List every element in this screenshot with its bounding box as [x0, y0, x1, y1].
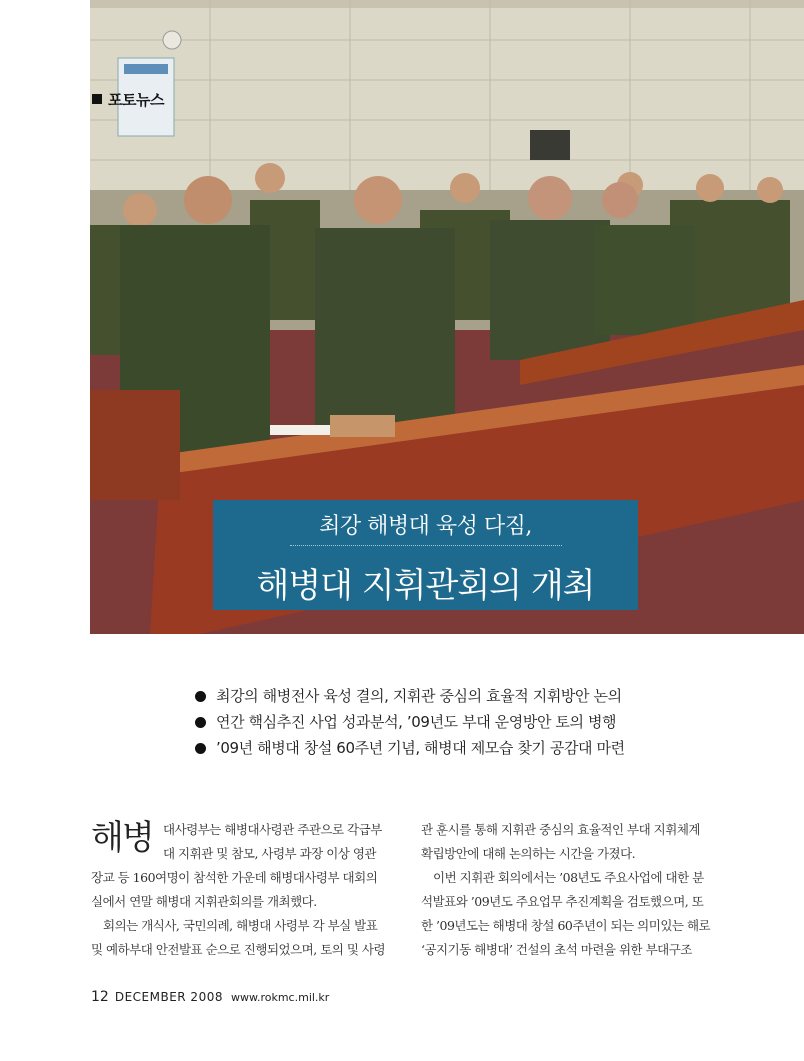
- body-line: 장교 등 160여명이 참석한 가운데 해병대사령부 대회의: [91, 870, 378, 885]
- bullet-icon: [195, 691, 206, 702]
- bullet-text: 최강의 해병전사 육성 결의, 지휘관 중심의 효율적 지휘방안 논의: [216, 687, 622, 705]
- title-divider: [290, 545, 562, 546]
- body-line: 석발표와 ’09년도 주요업무 추진계획을 검토했으며, 또: [421, 894, 704, 909]
- body-line: 대사령부는 해병대사령관 주관으로 각급부: [163, 822, 382, 837]
- body-line: 실에서 연말 해병대 지휘관회의를 개최했다.: [91, 894, 317, 909]
- issue-month: DECEMBER 2008: [114, 990, 223, 1004]
- body-line: 이번 지휘관 회의에서는 ’08년도 주요사업에 대한 분: [421, 870, 704, 885]
- body-column-right: [421, 818, 727, 962]
- article-subtitle: 최강 해병대 육성 다짐,: [319, 514, 532, 539]
- summary-bullets: [195, 684, 625, 762]
- page-footer: [91, 989, 329, 1005]
- section-tag-label: 포토뉴스: [108, 91, 164, 109]
- bullet-text: ’09년 해병대 창설 60주년 기념, 해병대 제모습 찾기 공감대 마련: [216, 739, 625, 757]
- body-line: 및 예하부대 안전발표 순으로 진행되었으며, 토의 및 사령: [91, 942, 386, 957]
- drop-cap: 해병: [91, 818, 153, 858]
- body-line: ‘공지기동 해병대’ 건설의 초석 마련을 위한 부대구조: [421, 942, 692, 957]
- body-line: 회의는 개식사, 국민의례, 해병대 사령부 각 부실 발표: [91, 918, 378, 933]
- body-line: 관 훈시를 통해 지휘관 중심의 효율적인 부대 지휘체계: [421, 822, 700, 837]
- body-line: 한 ’09년도는 해병대 창설 60주년이 되는 의미있는 해로: [421, 918, 711, 933]
- article-title: 해병대 지휘관회의 개최: [256, 566, 595, 606]
- bullet-item: [195, 710, 625, 736]
- page-number: 12: [91, 989, 109, 1005]
- bullet-item: [195, 736, 625, 762]
- body-line: 확립방안에 대해 논의하는 시간을 가졌다.: [421, 846, 636, 861]
- body-line: 대 지휘관 및 참모, 사령부 과장 이상 영관: [163, 846, 376, 861]
- square-icon: [92, 94, 102, 104]
- title-box: [213, 500, 638, 610]
- bullet-icon: [195, 743, 206, 754]
- bullet-text: 연간 핵심추진 사업 성과분석, ’09년도 부대 운영방안 토의 병행: [216, 713, 617, 731]
- bullet-icon: [195, 717, 206, 728]
- body-column-left: [91, 818, 391, 962]
- bullet-item: [195, 684, 625, 710]
- website-url: www.rokmc.mil.kr: [230, 991, 330, 1004]
- section-tag: [92, 89, 164, 110]
